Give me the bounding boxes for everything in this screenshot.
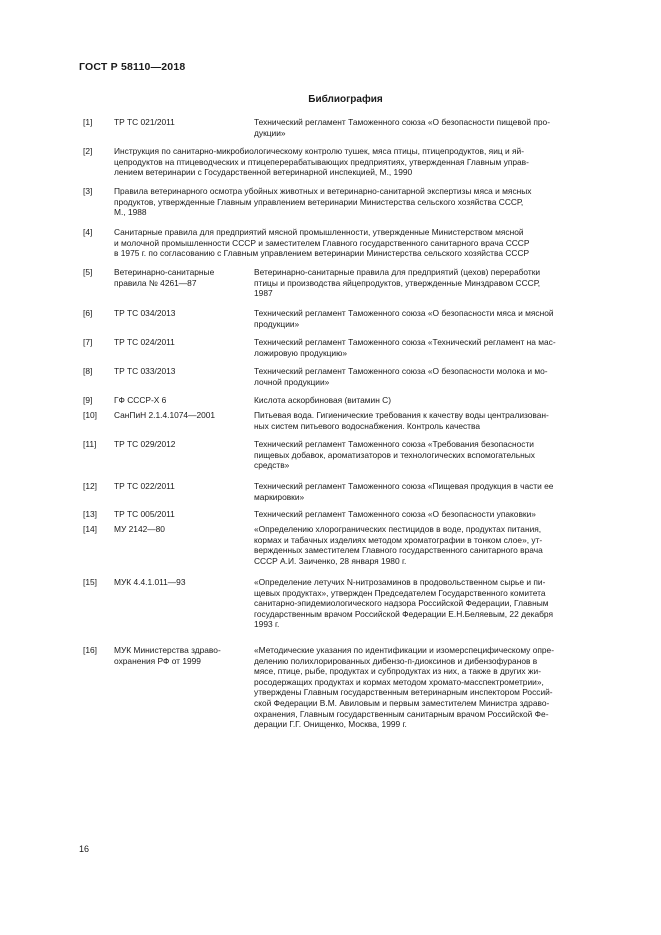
entry-number: [9]	[83, 395, 93, 405]
entry-number: [5]	[83, 267, 93, 277]
entry-number: [8]	[83, 366, 93, 376]
entry-number: [16]	[83, 645, 97, 655]
entry-number: [13]	[83, 509, 97, 519]
entry-code: ТР ТС 029/2012	[114, 439, 176, 449]
entry-description: Санитарные правила для предприятий мясной промышленности, утвержденные Министерством мясной и молочной промышленности СССР и заместителем Главного государственного санитарного врача СССР в 1975 г. по согласованию с Главным управлением ветеринарии Министерства сельского хозяйства СССР	[114, 227, 530, 259]
entry-number: [2]	[83, 146, 93, 156]
entry-number: [11]	[83, 439, 97, 449]
entry-number: [7]	[83, 337, 93, 347]
entry-code: МУ 2142—80	[114, 524, 165, 534]
entry-code: ТР ТС 033/2013	[114, 366, 176, 376]
entry-number: [10]	[83, 410, 97, 420]
entry-description: Ветеринарно-санитарные правила для предприятий (цехов) переработки птицы и производства яйцепродуктов, утвержденные Минздравом СССР, 1987	[254, 267, 541, 299]
entry-number: [15]	[83, 577, 97, 587]
entry-description: Технический регламент Таможенного союза «Пищевая продукция в части ее маркировки»	[254, 481, 554, 502]
entry-number: [14]	[83, 524, 97, 534]
entry-code: ТР ТС 024/2011	[114, 337, 175, 347]
entry-description: Правила ветеринарного осмотра убойных животных и ветеринарно-санитарной экспертизы мяса и мясных продуктов, утвержденные Главным управлением ветеринарии Министерства сельского хозяйства СССР, М., 1988	[114, 186, 532, 218]
entry-code: ГФ СССР-Х 6	[114, 395, 167, 405]
entry-code: ТР ТС 034/2013	[114, 308, 176, 318]
entry-code: МУК Министерства здраво- охранения РФ от 1999	[114, 645, 221, 666]
entry-number: [3]	[83, 186, 93, 196]
document-header: ГОСТ Р 58110—2018	[79, 61, 186, 73]
entry-description: Технический регламент Таможенного союза «Требования безопасности пищевых добавок, ароматизаторов и технологических вспомогательных средств»	[254, 439, 535, 471]
entry-description: Питьевая вода. Гигиенические требования к качеству воды централизован- ных систем питьевого водоснабжения. Контроль качества	[254, 410, 549, 431]
entry-description: Технический регламент Таможенного союза «О безопасности пищевой про- дукции»	[254, 117, 550, 138]
entry-number: [6]	[83, 308, 93, 318]
entry-description: «Определению хлорогранических пестицидов в воде, продуктах питания, кормах и табачных изделиях методом хроматографии в тонком слое», ут- вержденных заместителем Главного государственного санитарного врача СССР А.И. Заиченко, 28 января 1980 г.	[254, 524, 543, 566]
entry-description: Технический регламент Таможенного союза «О безопасности молока и мо- лочной продукции»	[254, 366, 548, 387]
entry-description: «Методические указания по идентификации и изомерспецифическому опре- делению полихлорированных дибензо-п-диоксинов и дибензофуранов в мясе, птице, рыбе, продуктах и субпродуктах из них, а также в других жи- росодержащих продуктах и кормах методом хромато-масспектрометрии», утверждены Главным государственным ветеринарным инспектором Россий- ской Федерации В.М. Авиловым и первым заместителем Министра здраво- охранения, Главным государственным санитарным врачом Российской Фе- дерации Г.Г. Онищенко, Москва, 1999 г.	[254, 645, 554, 730]
entry-description: «Определение летучих N-нитрозаминов в продовольственном сырье и пи- щевых продуктах», утвержден Председателем Государственного комитета санитарно-эпидемиологического надзора Российской Федерации, Главным государственным врачом Российской Федерации Е.Н.Беляевым, 22 декабря 1993 г.	[254, 577, 554, 630]
entry-number: [12]	[83, 481, 97, 491]
page-title: Библиография	[308, 94, 383, 105]
entry-description: Технический регламент Таможенного союза «Технический регламент на мас- ложировую продукцию»	[254, 337, 556, 358]
entry-description: Инструкция по санитарно-микробиологическому контролю тушек, мяса птицы, птицепродуктов, яиц и яй- цепродуктов на птицеводческих и птицеперерабатывающих предприятиях, утвержденная Главным управ- лением ветеринарии с Государственной ветеринарной инспекцией, М., 1990	[114, 146, 529, 178]
entry-description: Технический регламент Таможенного союза «О безопасности упаковки»	[254, 509, 536, 519]
entry-description: Технический регламент Таможенного союза «О безопасности мяса и мясной продукции»	[254, 308, 554, 329]
entry-code: Ветеринарно-санитарные правила № 4261—87	[114, 267, 215, 288]
entry-code: МУК 4.4.1.011—93	[114, 577, 186, 587]
entry-code: ТР ТС 005/2011	[114, 509, 175, 519]
entry-description: Кислота аскорбиновая (витамин С)	[254, 395, 392, 405]
entry-number: [1]	[83, 117, 93, 127]
entry-code: ТР ТС 021/2011	[114, 117, 175, 127]
entry-code: СанПиН 2.1.4.1074—2001	[114, 410, 216, 420]
page-number: 16	[79, 844, 90, 854]
entry-code: ТР ТС 022/2011	[114, 481, 175, 491]
entry-number: [4]	[83, 227, 93, 237]
